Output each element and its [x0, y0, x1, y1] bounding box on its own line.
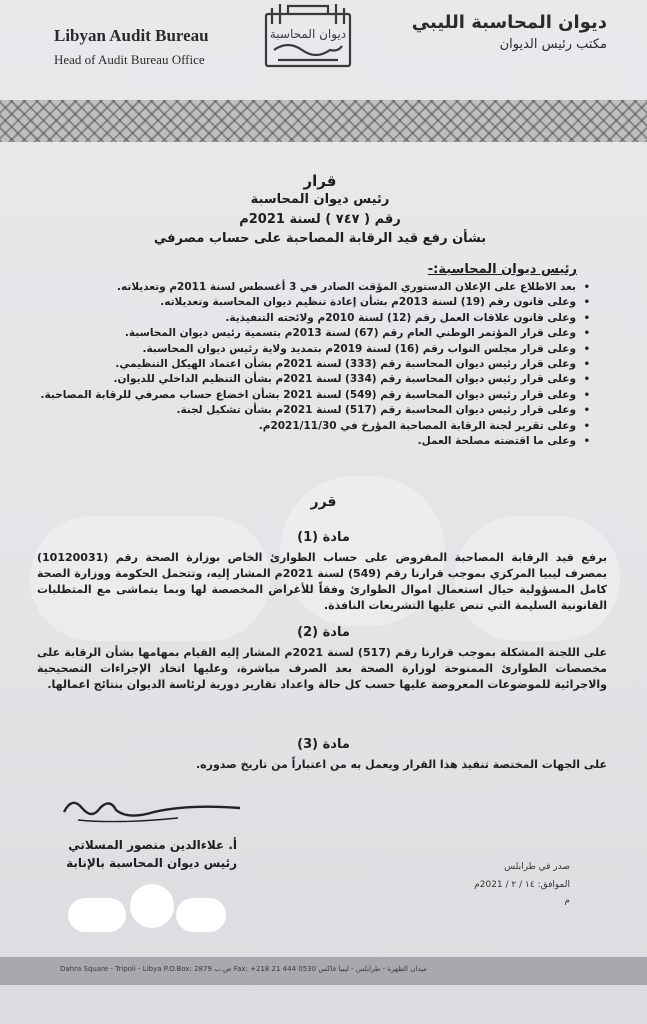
list-item: • وعلى ما اقتضته مصلحة العمل.	[46, 434, 576, 449]
signatory-name: أ. علاءالدين منصور المسلاتي	[68, 838, 237, 852]
article-1-text: برفع قيد الرقابة المصاحبة المفروض على حساب الطوارئ الخاص بوزارة الصحة رقم (10120031) بمصرف ليبيا المركزي بموجب قرارنا رقم (549) لسنة 2021م المشار إليه، وتتحمل الحكومة ووزارة الصحة كامل المسؤولية حيال استعمال اموال الطوارئ وفقاً للأغراض المخصصة لها وبما يتماشى مع المتطلبات القانونية السليمة التي تنص عليها التشريعات النافذة.	[37, 551, 608, 612]
article-1-heading: مادة (1)	[297, 530, 350, 545]
list-item: • وعلى قرار رئيس ديوان المحاسبة رقم (517) لسنة 2021م بشأن تشكيل لجنة.	[46, 403, 576, 418]
list-item: • وعلى قرار المؤتمر الوطني العام رقم (67) لسنة 2013م بتسمية رئيس ديوان المحاسبة.	[46, 326, 576, 341]
header-arabic	[367, 12, 607, 52]
decision-issuer: رئيس ديوان المحاسبة	[250, 192, 390, 207]
decision-subject: بشأن رفع قيد الرقابة المصاحبة على حساب مصرفي	[153, 231, 487, 246]
signatory-title: رئيس ديوان المحاسبة بالإنابة	[66, 856, 237, 870]
arabic-office-name: مكتب رئيس الديوان	[499, 37, 607, 52]
audit-bureau-emblem-icon	[258, 0, 358, 74]
list-item: • وعلى قرار رئيس ديوان المحاسبة رقم (549) لسنة 2021 بشأن اخضاع حساب مصرفي للرقابة المصاحبة.	[46, 388, 576, 403]
considerations-list	[40, 280, 592, 449]
article-2-heading: مادة (2)	[297, 625, 350, 640]
article-3-heading: مادة (3)	[297, 737, 350, 752]
brand-logo-icon	[68, 882, 228, 934]
issued-place: صدر في طرابلس	[504, 862, 570, 872]
list-item: • وعلى قرار رئيس ديوان المحاسبة رقم (334) لسنة 2021م بشأن التنظيم الداخلي للديوان.	[46, 372, 576, 387]
footer-address: Dahra Square - Tripoli - Libya P.O.Box: 2879 ص.ب Fax: +218 21 444 0530 ميدان الظهرة - طرابلس - ليبيا فاكس	[60, 965, 427, 973]
decides-heading: قرر	[310, 494, 337, 510]
decision-label: قرار	[303, 172, 337, 190]
list-item: • وعلى تقرير لجنة الرقابة المصاحبة المؤرخ في 2021/11/30م.	[46, 419, 576, 434]
issued-suffix: م	[564, 896, 570, 906]
emblem-lettering: ديوان المحاسبة	[269, 27, 347, 41]
decision-number: رقم ( ٧٤٧ ) لسنة 2021م	[239, 212, 401, 227]
article-3-text: على الجهات المختصة تنفيذ هذا القرار ويعمل به من اعتباراً من تاريخ صدوره.	[195, 758, 607, 771]
list-item: • وعلى قانون علاقات العمل رقم (12) لسنة 2010م ولائحته التنفيذية.	[46, 311, 576, 326]
list-item: • وعلى قانون رقم (19) لسنة 2013م بشأن إعادة تنظيم ديوان المحاسبة وتعديلاته.	[46, 295, 576, 310]
header-english	[54, 26, 254, 68]
list-item: • وعلى قرار مجلس النواب رقم (16) لسنة 2019م بتمديد ولاية رئيس ديوان المحاسبة.	[46, 342, 576, 357]
english-org-name: Libyan Audit Bureau	[54, 26, 209, 45]
article-2-text: على اللجنة المشكلة بموجب قرارنا رقم (517) لسنة 2021م المشار إليه القيام بمهامها بشأن الرقابة على مخصصات الطوارئ الممنوحة لوزارة الصحة بعد الصرف مباشرة، وعليها اتخاذ الإجراءات التصحيحية والاجرائية للموضوعات المعروضة عليها حسب كل حالة واعداد تقارير دورية لرئاسة الديوان بنتائج اعمالها.	[37, 646, 607, 691]
list-item: • بعد الاطلاع على الإعلان الدستوري المؤقت الصادر في 3 أغسطس لسنة 2011م وتعديلاته.	[46, 280, 576, 295]
issued-date: الموافق: ١٤ / ٢ / 2021م	[474, 880, 570, 890]
handwritten-signature-icon	[58, 790, 248, 830]
arabic-org-name: ديوان المحاسبة الليبي	[411, 12, 607, 33]
preamble-heading: رئيس ديوان المحاسبة:-	[427, 262, 577, 277]
english-office-name: Head of Audit Bureau Office	[54, 52, 205, 67]
ornamental-band	[0, 100, 647, 142]
list-item: • وعلى قرار رئيس ديوان المحاسبة رقم (333) لسنة 2021م بشأن اعتماد الهيكل التنظيمي.	[46, 357, 576, 372]
